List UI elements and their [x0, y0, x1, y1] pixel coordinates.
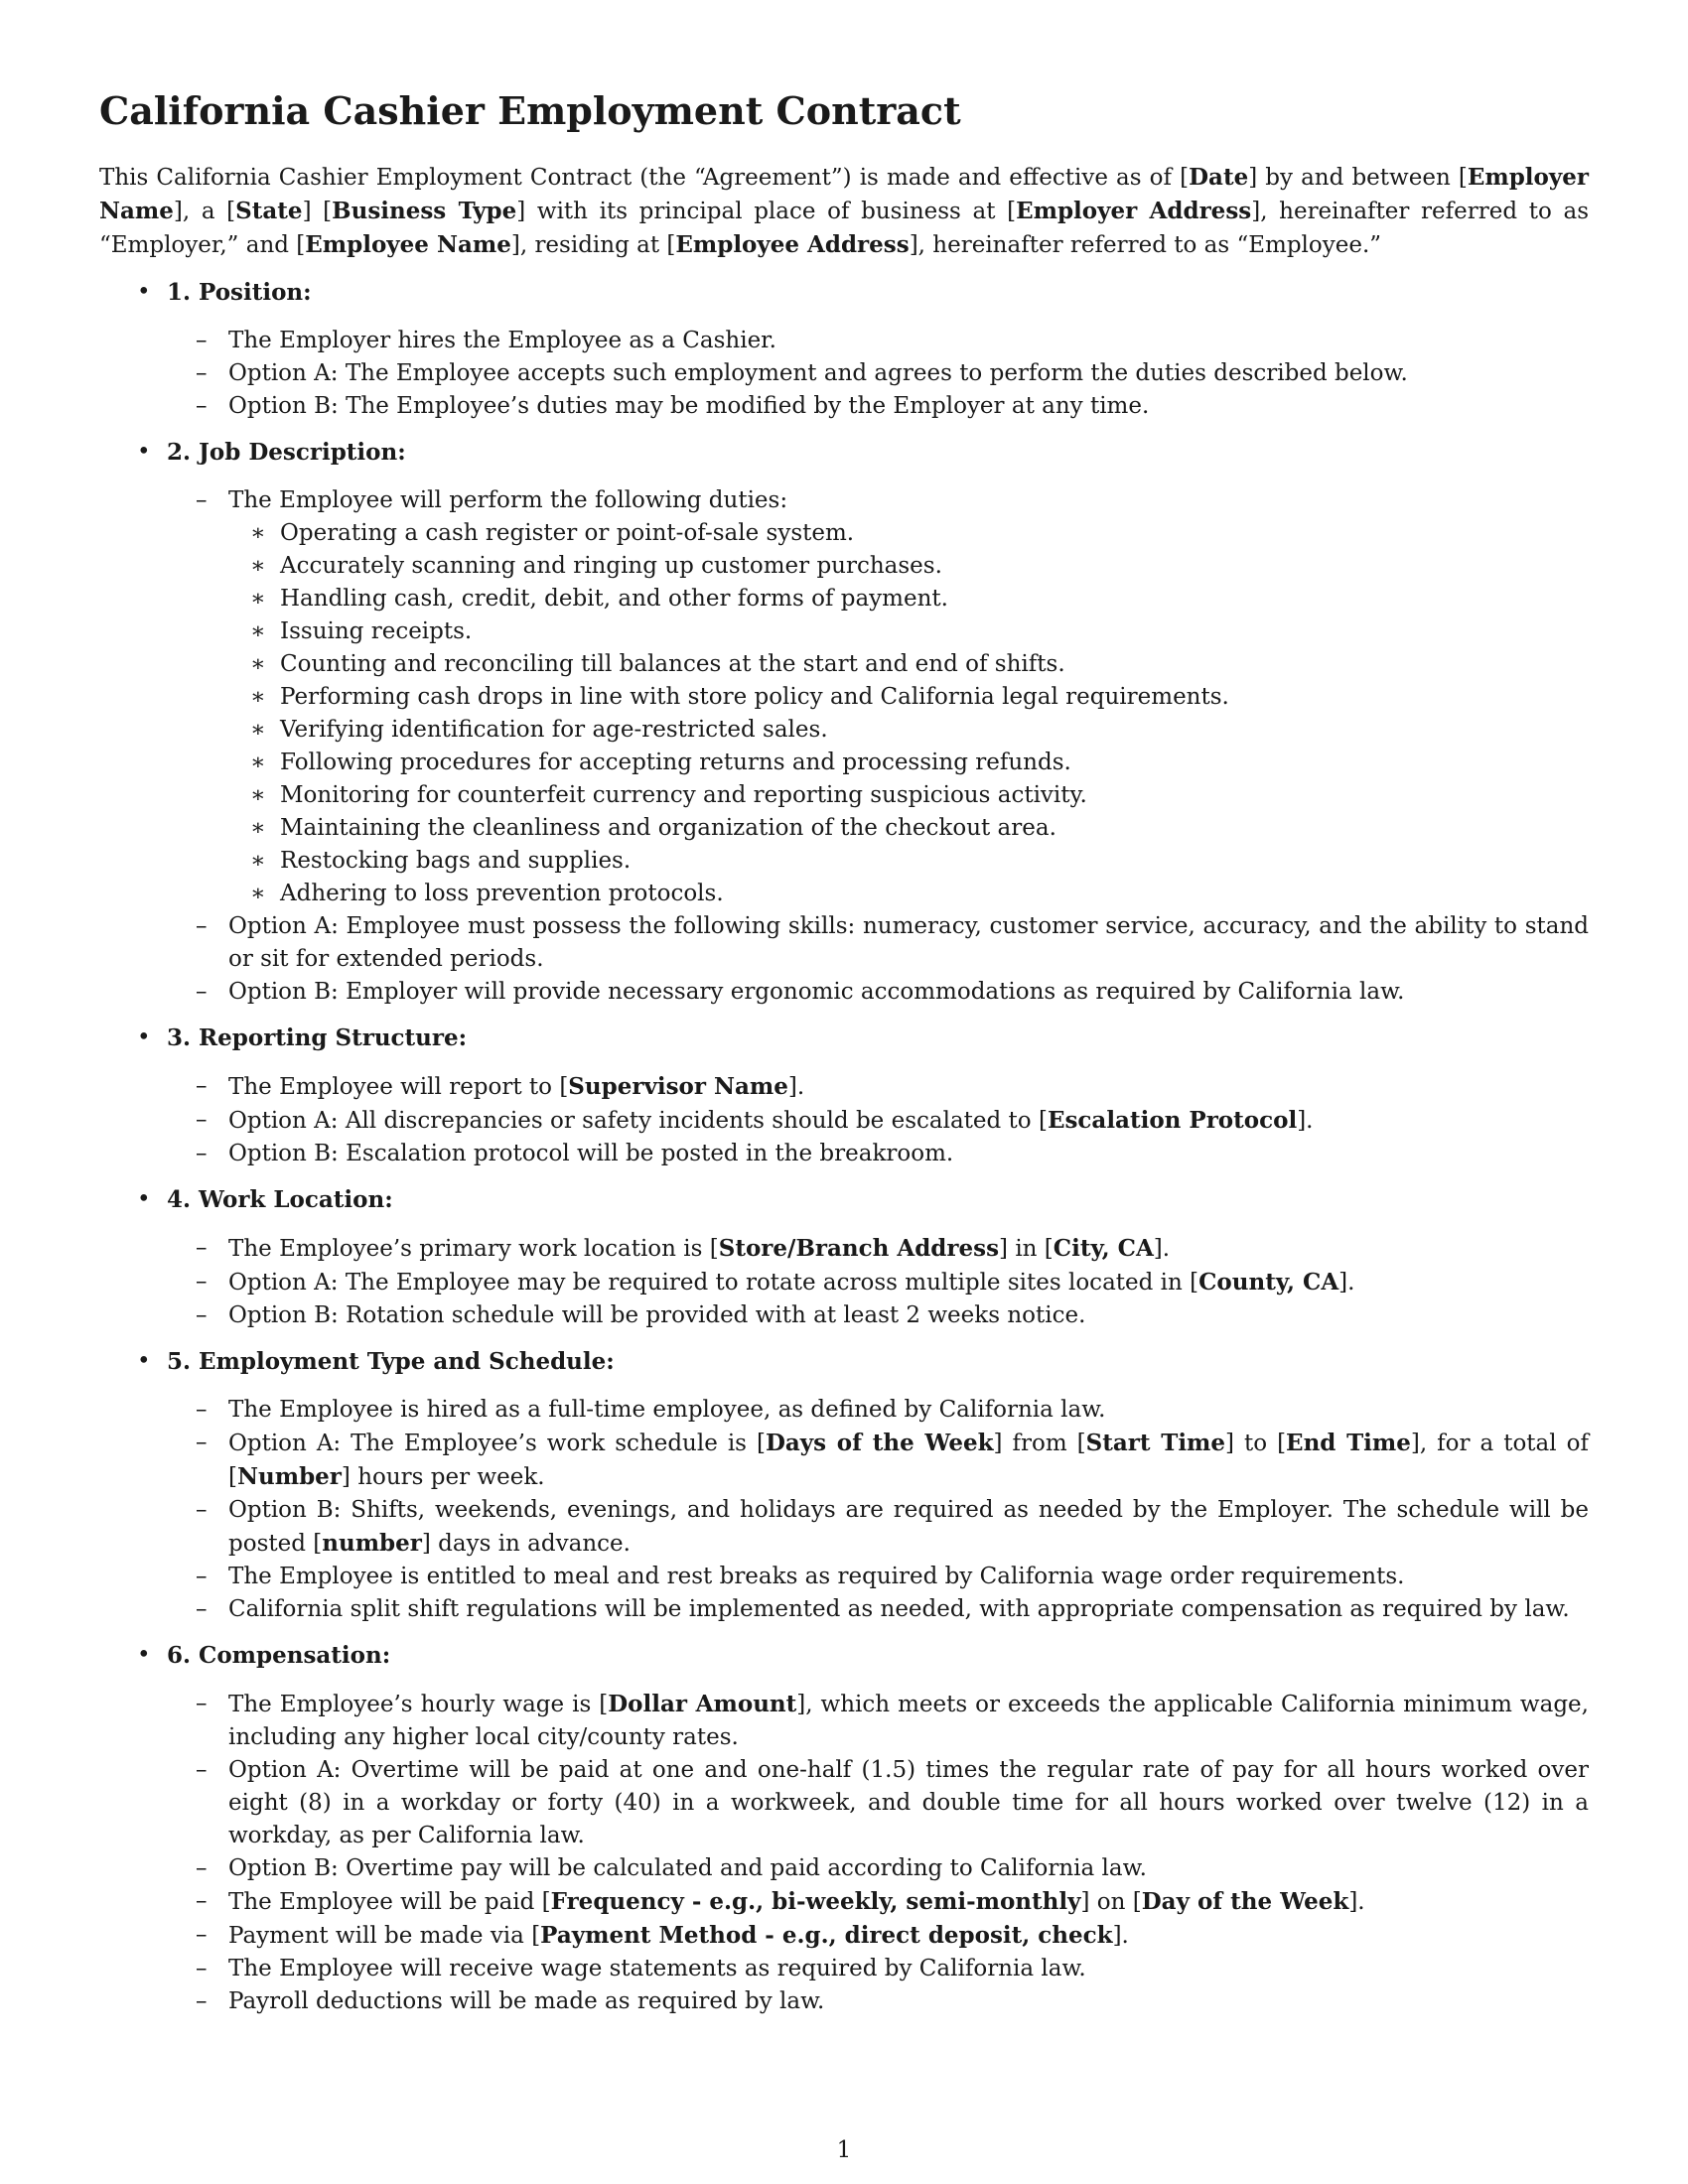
placeholder-field: Business Type	[332, 198, 517, 224]
text-run: Option B: Overtime pay will be calculated and paid according to California law.	[228, 1855, 1147, 1881]
dash-icon: –	[196, 1497, 208, 1523]
asterisk-icon: ∗	[250, 750, 266, 775]
placeholder-field: Supervisor Name	[568, 1073, 788, 1100]
clause-item	[99, 1852, 1589, 1885]
dash-icon: –	[196, 487, 208, 513]
dash-icon: –	[196, 1596, 208, 1622]
section-heading-text: 1. Position:	[167, 279, 312, 306]
clause-item	[99, 1985, 1589, 2018]
section-heading	[99, 1022, 1589, 1054]
section-heading-text: 3. Reporting Structure:	[167, 1024, 468, 1051]
placeholder-field: County, CA	[1198, 1269, 1339, 1296]
bullet-icon: •	[137, 279, 151, 305]
clause-list	[99, 484, 1589, 1009]
section-heading-text: 5. Employment Type and Schedule:	[167, 1348, 615, 1375]
clause-list	[99, 1232, 1589, 1332]
clause-item	[99, 1232, 1589, 1266]
dash-icon: –	[196, 1141, 208, 1166]
duty-text: Restocking bags and supplies.	[280, 848, 632, 874]
text-run: Payment will be made via [	[228, 1923, 541, 1949]
text-run: ].	[1297, 1108, 1314, 1134]
asterisk-icon: ∗	[250, 782, 266, 808]
text-run: ].	[1112, 1923, 1129, 1949]
text-run: ], which meets or exceeds the applicable California minimum wage, including any higher local city/county rates.	[228, 1692, 1589, 1750]
asterisk-icon: ∗	[250, 717, 266, 743]
section	[99, 1345, 1589, 1626]
text-run: Option B: Shifts, weekends, evenings, and holidays are required as needed by the Employer. The schedule will be posted [	[228, 1497, 1589, 1557]
dash-icon: –	[196, 1430, 208, 1455]
clause-item	[99, 1299, 1589, 1332]
clause-item	[99, 1138, 1589, 1170]
duty-item	[99, 583, 1589, 615]
clause-item	[99, 484, 1589, 910]
text-run: ] to [	[1225, 1431, 1287, 1456]
duty-item	[99, 714, 1589, 747]
asterisk-icon: ∗	[250, 553, 266, 579]
clause-item	[99, 390, 1589, 423]
text-run: ].	[1338, 1270, 1355, 1296]
dash-icon: –	[196, 360, 208, 386]
dash-icon: –	[196, 393, 208, 419]
duty-item	[99, 747, 1589, 779]
text-run: ] on [	[1080, 1889, 1142, 1915]
duty-item	[99, 681, 1589, 714]
placeholder-field: Frequency - e.g., bi-weekly, semi-monthly	[550, 1888, 1081, 1915]
section	[99, 1639, 1589, 2018]
placeholder-field: Day of the Week	[1141, 1888, 1349, 1915]
duty-item	[99, 648, 1589, 681]
page-number: 1	[836, 2137, 852, 2163]
text-run: Option B: The Employee’s duties may be modified by the Employer at any time.	[228, 393, 1150, 419]
duty-text: Issuing receipts.	[280, 618, 473, 644]
clause-item	[99, 1561, 1589, 1593]
text-run: ] with its principal place of business at [	[516, 199, 1017, 224]
sections-list	[99, 276, 1589, 2031]
duty-item	[99, 550, 1589, 583]
text-run: Option A: The Employee’s work schedule is [	[228, 1431, 766, 1456]
clause-list	[99, 1394, 1589, 1626]
section-heading	[99, 1639, 1589, 1672]
dash-icon: –	[196, 1269, 208, 1295]
placeholder-field: Start Time	[1085, 1430, 1226, 1456]
asterisk-icon: ∗	[250, 586, 266, 612]
text-run: Option A: All discrepancies or safety incidents should be escalated to [	[228, 1108, 1048, 1134]
dash-icon: –	[196, 1235, 208, 1261]
section	[99, 436, 1589, 1009]
asterisk-icon: ∗	[250, 520, 266, 546]
duty-item	[99, 812, 1589, 845]
dash-icon: –	[196, 913, 208, 939]
dash-icon: –	[196, 328, 208, 353]
duty-text: Accurately scanning and ringing up customer purchases.	[280, 553, 942, 579]
text-run: Option A: The Employee accepts such employment and agrees to perform the duties described below.	[228, 360, 1408, 386]
clause-item	[99, 1593, 1589, 1626]
text-run: Option B: Employer will provide necessary ergonomic accommodations as required by California law.	[228, 979, 1405, 1005]
section-heading-text: 6. Compensation:	[167, 1642, 391, 1669]
placeholder-field: Employee Name	[305, 231, 511, 258]
asterisk-icon: ∗	[250, 848, 266, 874]
duty-item	[99, 878, 1589, 910]
section-heading	[99, 1345, 1589, 1378]
text-run: ] in [	[999, 1236, 1054, 1262]
bullet-icon: •	[137, 1024, 151, 1050]
text-run: ].	[1153, 1236, 1171, 1262]
text-run: The Employee’s primary work location is [	[228, 1236, 719, 1262]
section-heading	[99, 1183, 1589, 1216]
asterisk-icon: ∗	[250, 815, 266, 841]
dash-icon: –	[196, 1302, 208, 1328]
dash-icon: –	[196, 1073, 208, 1099]
text-run: The Employer hires the Employee as a Cashier.	[228, 328, 776, 353]
text-run: ] by and between [	[1248, 165, 1468, 191]
placeholder-field: City, CA	[1053, 1235, 1154, 1262]
duty-item	[99, 779, 1589, 812]
text-run: Option A: Overtime will be paid at one and one-half (1.5) times the regular rate of pay for all hours worked over eight (8) in a workday or forty (40) in a workweek, and double time for all hours worked over twelve (12) in a workday, as per California law.	[228, 1757, 1589, 1848]
placeholder-field: Store/Branch Address	[718, 1235, 1000, 1262]
placeholder-field: Employer Address	[1016, 198, 1252, 224]
duty-list	[228, 517, 1589, 910]
clause-list	[99, 1688, 1589, 2018]
dash-icon: –	[196, 1956, 208, 1981]
dash-icon: –	[196, 1888, 208, 1914]
section-heading	[99, 276, 1589, 309]
text-run: The Employee will receive wage statements as required by California law.	[228, 1956, 1086, 1981]
dash-icon: –	[196, 1564, 208, 1589]
section	[99, 1022, 1589, 1170]
section	[99, 1183, 1589, 1332]
text-run: ], for a total of [	[228, 1431, 1589, 1490]
clause-list	[99, 325, 1589, 423]
text-run: This California Cashier Employment Contract (the “Agreement”) is made and effective as of [	[99, 165, 1190, 191]
text-run: Option A: The Employee may be required to rotate across multiple sites located in [	[228, 1270, 1199, 1296]
placeholder-field: State	[235, 198, 303, 224]
duty-item	[99, 615, 1589, 648]
dash-icon: –	[196, 1757, 208, 1783]
duty-text: Handling cash, credit, debit, and other forms of payment.	[280, 586, 948, 612]
placeholder-field: number	[322, 1530, 422, 1557]
placeholder-field: Escalation Protocol	[1047, 1107, 1298, 1134]
text-run: ].	[1348, 1889, 1365, 1915]
duty-item	[99, 517, 1589, 550]
duty-text: Operating a cash register or point-of-sale system.	[280, 520, 855, 546]
placeholder-field: Employer Name	[99, 164, 1589, 224]
clause-item	[99, 1494, 1589, 1561]
duty-text: Monitoring for counterfeit currency and reporting suspicious activity.	[280, 782, 1087, 808]
bullet-icon: •	[137, 1186, 151, 1212]
clause-item	[99, 325, 1589, 357]
placeholder-field: Date	[1189, 164, 1249, 191]
dash-icon: –	[196, 1855, 208, 1881]
text-run: ].	[787, 1074, 805, 1100]
section-heading-text: 2. Job Description:	[167, 439, 406, 466]
placeholder-field: End Time	[1286, 1430, 1411, 1456]
clause-item	[99, 1104, 1589, 1138]
dash-icon: –	[196, 1691, 208, 1716]
text-run: ], hereinafter referred to as “Employee.”	[909, 232, 1382, 258]
dash-icon: –	[196, 1397, 208, 1423]
asterisk-icon: ∗	[250, 651, 266, 677]
duty-text: Performing cash drops in line with store policy and California legal requirements.	[280, 684, 1229, 710]
clause-item	[99, 1885, 1589, 1919]
dash-icon: –	[196, 1922, 208, 1948]
asterisk-icon: ∗	[250, 881, 266, 906]
section-heading-text: 4. Work Location:	[167, 1186, 393, 1213]
asterisk-icon: ∗	[250, 618, 266, 644]
section	[99, 276, 1589, 423]
duty-item	[99, 845, 1589, 878]
text-run: The Employee will be paid [	[228, 1889, 551, 1915]
clause-item	[99, 1266, 1589, 1299]
section-heading	[99, 436, 1589, 469]
text-run: ], residing at [	[510, 232, 676, 258]
clause-item	[99, 1070, 1589, 1104]
placeholder-field: Days of the Week	[765, 1430, 994, 1456]
bullet-icon: •	[137, 1642, 151, 1668]
text-run: The Employee’s hourly wage is [	[228, 1692, 609, 1717]
clause-item	[99, 1427, 1589, 1494]
duty-text: Counting and reconciling till balances at the start and end of shifts.	[280, 651, 1065, 677]
duty-text: Maintaining the cleanliness and organization of the checkout area.	[280, 815, 1056, 841]
placeholder-field: Employee Address	[675, 231, 910, 258]
text-run: The Employee is entitled to meal and rest breaks as required by California wage order requirements.	[228, 1564, 1405, 1589]
bullet-icon: •	[137, 439, 151, 465]
text-run: Option B: Escalation protocol will be posted in the breakroom.	[228, 1141, 954, 1166]
clause-item	[99, 910, 1589, 976]
text-run: Option A: Employee must possess the following skills: numeracy, customer service, accuracy, and the ability to stand or sit for extended periods.	[228, 913, 1589, 972]
text-run: ], a [	[173, 199, 236, 224]
clause-item	[99, 1688, 1589, 1754]
intro-paragraph	[99, 161, 1589, 262]
duty-text: Adhering to loss prevention protocols.	[280, 881, 724, 906]
clause-item	[99, 1953, 1589, 1985]
bullet-icon: •	[137, 1348, 151, 1374]
dash-icon: –	[196, 1988, 208, 2014]
placeholder-field: Number	[236, 1463, 342, 1490]
dash-icon: –	[196, 979, 208, 1005]
clause-list	[99, 1070, 1589, 1170]
text-run: The Employee will report to [	[228, 1074, 569, 1100]
text-run: California split shift regulations will be implemented as needed, with appropriate compensation as required by law.	[228, 1596, 1570, 1622]
clause-item	[99, 1754, 1589, 1852]
duty-text: Following procedures for accepting returns and processing refunds.	[280, 750, 1071, 775]
duty-text: Verifying identification for age-restricted sales.	[280, 717, 828, 743]
text-run: ], hereinafter referred to as “Employer,” and [	[99, 199, 1589, 258]
clause-item	[99, 976, 1589, 1009]
text-run: The Employee will perform the following duties:	[228, 487, 788, 513]
clause-item	[99, 1394, 1589, 1427]
text-run: The Employee is hired as a full-time employee, as defined by California law.	[228, 1397, 1106, 1423]
text-run: Option B: Rotation schedule will be provided with at least 2 weeks notice.	[228, 1302, 1086, 1328]
text-run: ] days in advance.	[421, 1531, 631, 1557]
clause-item	[99, 357, 1589, 390]
text-run: ] from [	[993, 1431, 1086, 1456]
placeholder-field: Dollar Amount	[608, 1691, 797, 1717]
text-run: ] hours per week.	[341, 1464, 545, 1490]
text-run: Payroll deductions will be made as required by law.	[228, 1988, 825, 2014]
clause-item	[99, 1919, 1589, 1953]
document-page	[99, 0, 1589, 2184]
text-run: ] [	[302, 199, 333, 224]
asterisk-icon: ∗	[250, 684, 266, 710]
placeholder-field: Payment Method - e.g., direct deposit, check	[540, 1922, 1113, 1949]
dash-icon: –	[196, 1107, 208, 1133]
document-title: California Cashier Employment Contract	[99, 88, 961, 133]
